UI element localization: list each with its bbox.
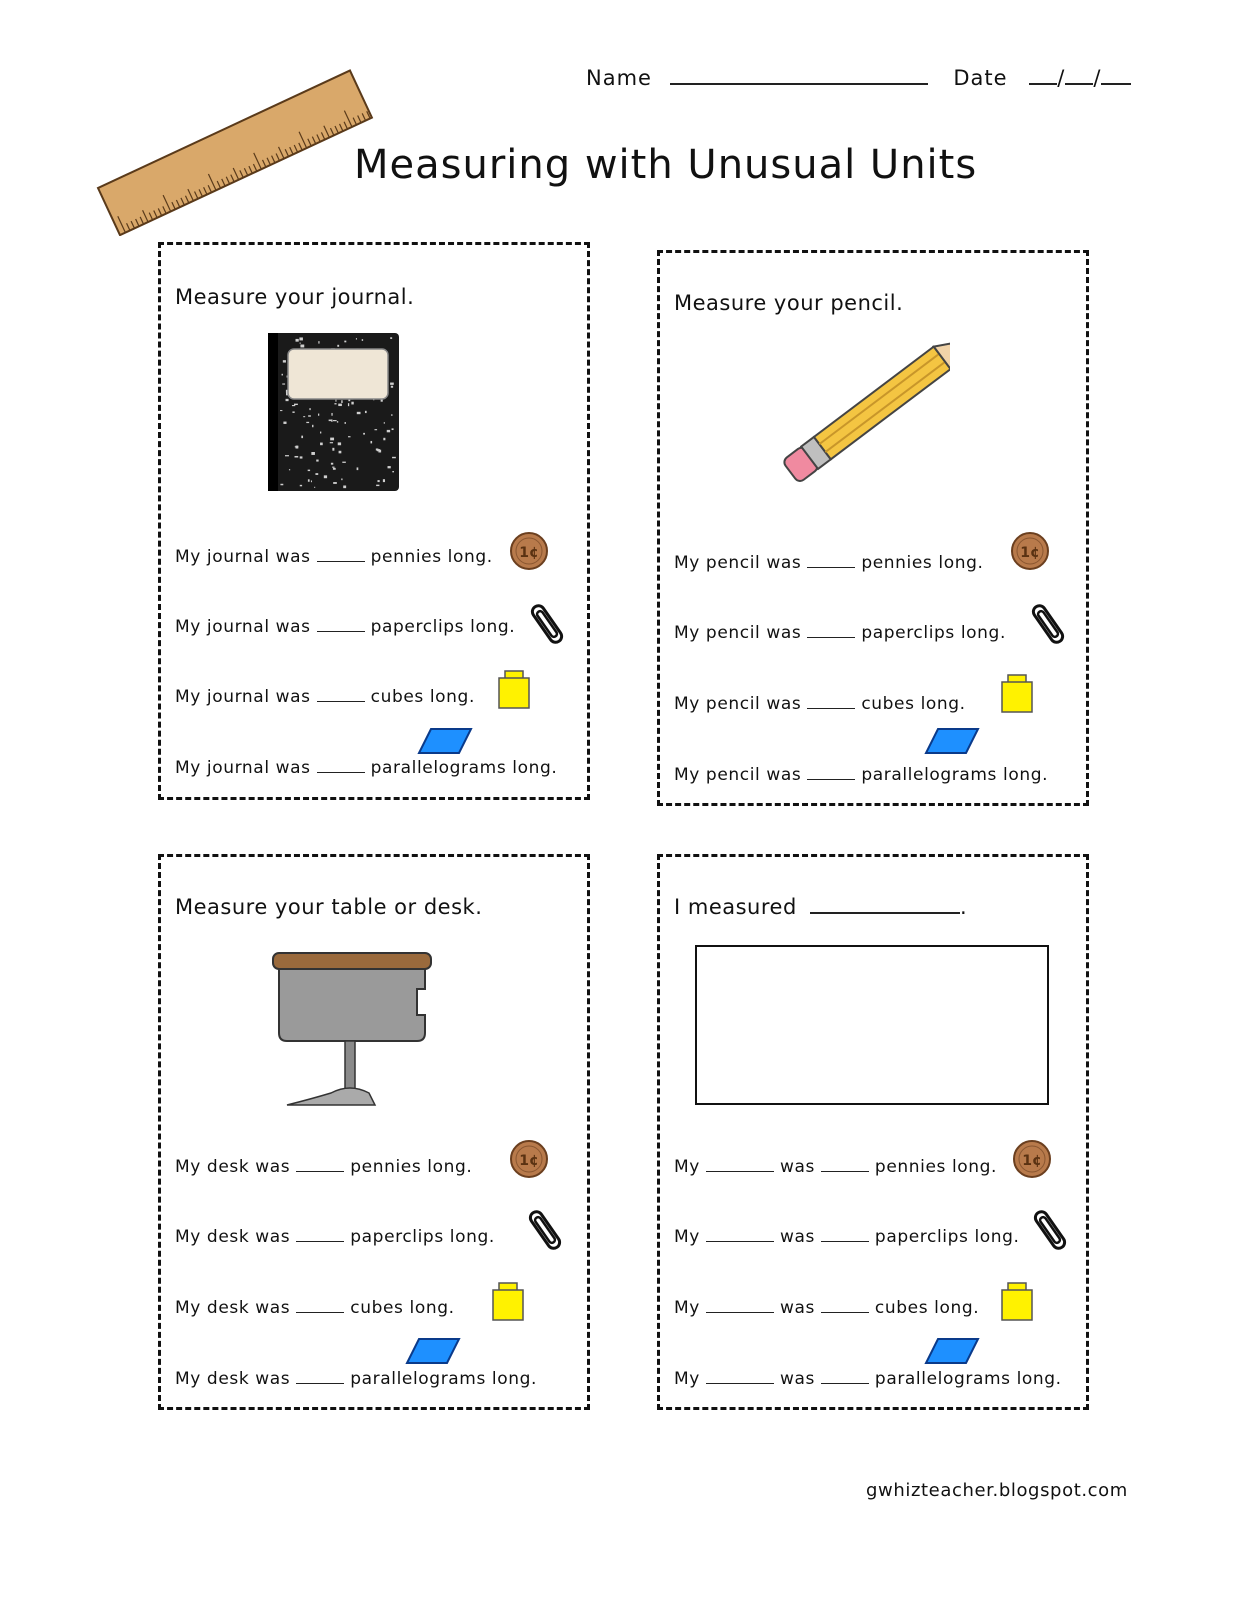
measure-line-parallelograms: My desk was parallelograms long. (175, 1369, 538, 1389)
name-label: Name (586, 66, 652, 90)
penny-icon (509, 1139, 549, 1183)
object-blank[interactable] (706, 1240, 774, 1242)
measure-line-paperclips: My journal was paperclips long. (175, 617, 516, 637)
page-title: Measuring with Unusual Units (354, 142, 978, 188)
card-prompt: Measure your pencil. (674, 291, 904, 315)
measure-line-cubes: My journal was cubes long. (175, 687, 475, 707)
answer-blank[interactable] (807, 566, 855, 568)
answer-blank[interactable] (821, 1311, 869, 1313)
answer-blank[interactable] (821, 1240, 869, 1242)
measure-line-cubes: My was cubes long. (674, 1298, 980, 1318)
measure-line-pennies: My journal was pennies long. (175, 547, 493, 567)
penny-icon (1010, 531, 1050, 575)
object-blank[interactable] (706, 1382, 774, 1384)
cube-icon (491, 1281, 525, 1327)
parallelogram-icon (924, 1337, 980, 1369)
answer-blank[interactable] (296, 1311, 344, 1313)
answer-blank[interactable] (317, 630, 365, 632)
date-label: Date (953, 66, 1008, 90)
date-year-field[interactable] (1101, 81, 1131, 85)
penny-icon (1012, 1139, 1052, 1183)
paperclip-icon (1030, 601, 1066, 651)
measure-line-pennies: My pencil was pennies long. (674, 553, 984, 573)
answer-blank[interactable] (821, 1170, 869, 1172)
paperclip-icon (1032, 1207, 1068, 1257)
measure-line-paperclips: My pencil was paperclips long. (674, 623, 1006, 643)
measure-line-parallelograms: My was parallelograms long. (674, 1369, 1062, 1389)
measure-line-paperclips: My desk was paperclips long. (175, 1227, 495, 1247)
name-date-header (586, 66, 1131, 90)
answer-blank[interactable] (807, 636, 855, 638)
paperclip-icon (527, 1207, 563, 1257)
name-field[interactable] (670, 81, 928, 85)
measure-line-parallelograms: My journal was parallelograms long. (175, 758, 558, 778)
paperclip-icon (529, 601, 565, 651)
object-blank[interactable] (706, 1311, 774, 1313)
parallelogram-icon (417, 727, 473, 759)
desk-icon (271, 949, 436, 1109)
measure-line-pennies: My desk was pennies long. (175, 1157, 473, 1177)
desk-card (158, 854, 590, 1410)
parallelogram-icon (924, 727, 980, 759)
answer-blank[interactable] (296, 1170, 344, 1172)
svg-text:1¢: 1¢ (1022, 1153, 1042, 1169)
measured-object-field[interactable] (810, 910, 960, 914)
answer-blank[interactable] (821, 1382, 869, 1384)
date-separator: / (1057, 66, 1066, 90)
answer-blank[interactable] (296, 1240, 344, 1242)
answer-blank[interactable] (317, 771, 365, 773)
answer-blank[interactable] (317, 560, 365, 562)
measure-line-cubes: My pencil was cubes long. (674, 694, 966, 714)
custom-measure-card (657, 854, 1089, 1410)
journal-icon (266, 331, 401, 493)
answer-blank[interactable] (296, 1382, 344, 1384)
answer-blank[interactable] (807, 778, 855, 780)
date-day-field[interactable] (1065, 81, 1093, 85)
measure-line-paperclips: My was paperclips long. (674, 1227, 1020, 1247)
measure-line-pennies: My was pennies long. (674, 1157, 998, 1177)
measure-line-parallelograms: My pencil was parallelograms long. (674, 765, 1049, 785)
journal-card (158, 242, 590, 800)
date-separator: / (1093, 66, 1102, 90)
penny-icon (509, 531, 549, 575)
answer-blank[interactable] (317, 700, 365, 702)
cube-icon (1000, 1281, 1034, 1327)
date-month-field[interactable] (1029, 81, 1057, 85)
answer-blank[interactable] (807, 707, 855, 709)
measure-line-cubes: My desk was cubes long. (175, 1298, 455, 1318)
svg-text:1¢: 1¢ (519, 1153, 539, 1169)
card-prompt: I measured . (674, 895, 968, 919)
svg-text:1¢: 1¢ (519, 545, 539, 561)
drawing-box[interactable] (695, 945, 1049, 1105)
footer-url: gwhizteacher.blogspot.com (866, 1480, 1128, 1501)
pencil-card (657, 250, 1089, 806)
card-prompt: Measure your table or desk. (175, 895, 483, 919)
card-prompt: Measure your journal. (175, 285, 415, 309)
object-blank[interactable] (706, 1170, 774, 1172)
svg-text:1¢: 1¢ (1020, 545, 1040, 561)
cube-icon (1000, 673, 1034, 719)
pencil-icon (760, 333, 950, 483)
ruler-icon (80, 56, 380, 236)
cube-icon (497, 669, 531, 715)
parallelogram-icon (405, 1337, 461, 1369)
